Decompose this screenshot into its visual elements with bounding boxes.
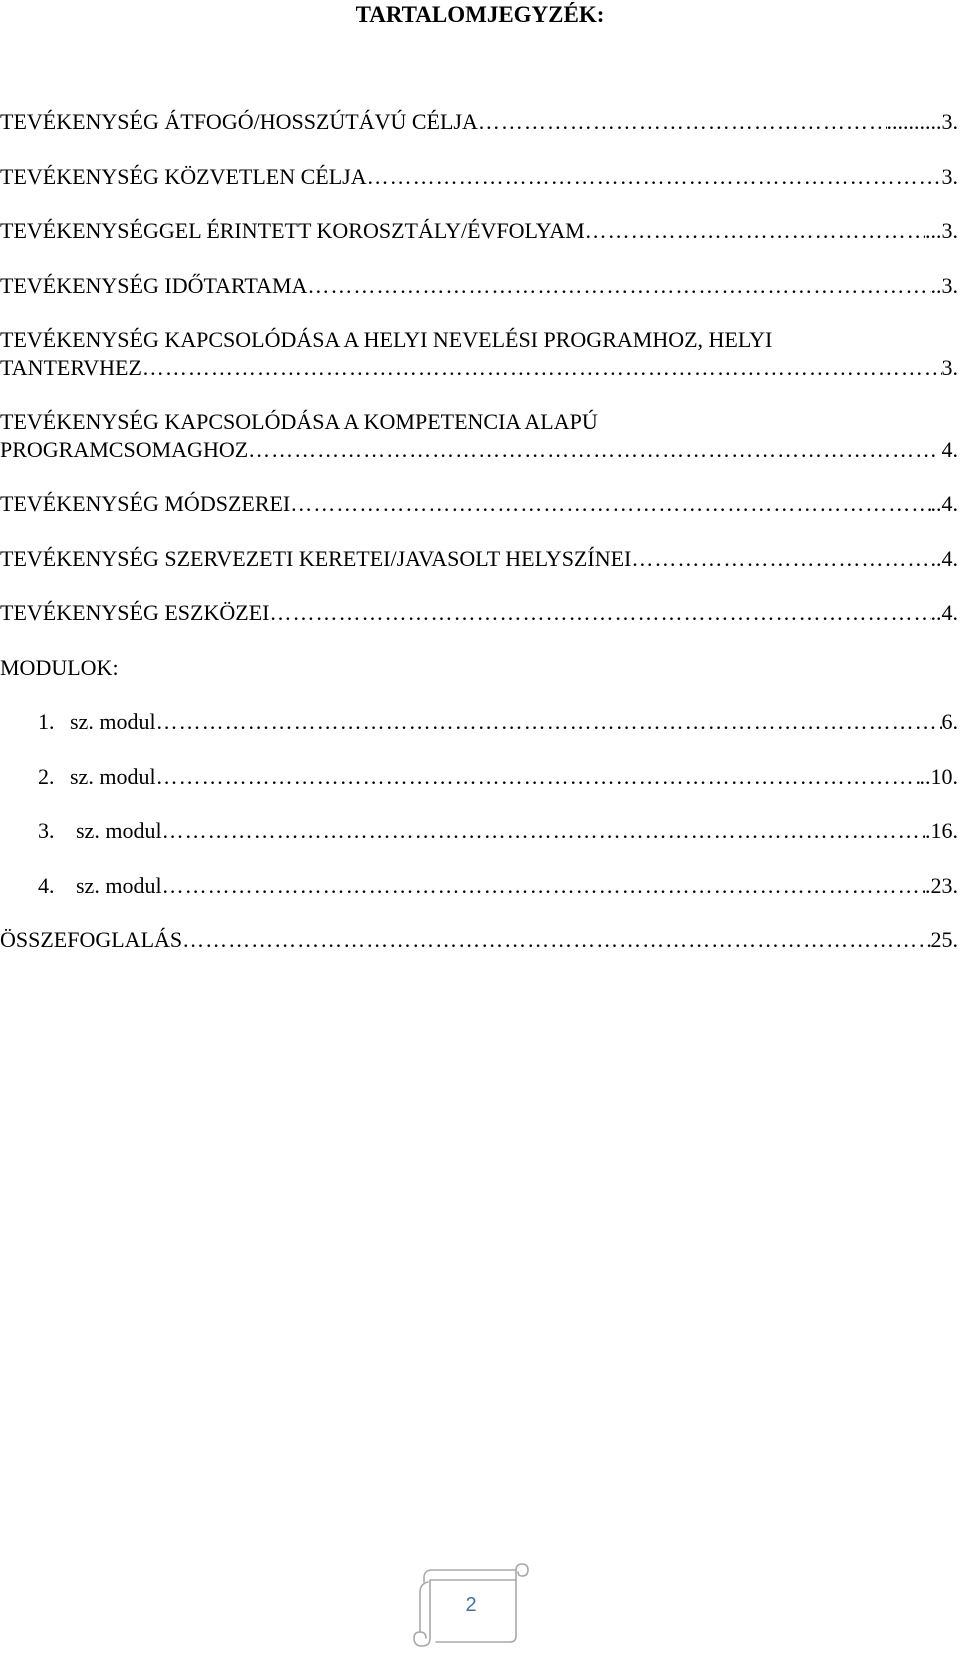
module-number: 3.	[38, 818, 55, 843]
toc-entry-label: TEVÉKENYSÉG ESZKÖZEI	[0, 600, 270, 625]
dot-leader	[156, 763, 920, 791]
page-number: 2	[465, 1594, 477, 1616]
toc-entry-page: . 4.	[930, 436, 958, 462]
toc-entry-label-line1: TEVÉKENYSÉG KAPCSOLÓDÁSA A KOMPETENCIA ALAPÚ	[0, 409, 598, 434]
toc-entry-label: TEVÉKENYSÉG KÖZVETLEN CÉLJA	[0, 163, 367, 189]
page-number-scroll	[412, 1562, 530, 1648]
toc-entry-page: ...3.	[925, 218, 958, 243]
module-number: 4.	[38, 872, 55, 898]
module-page: ..10.	[919, 763, 958, 789]
dot-leader	[156, 708, 942, 736]
toc-entry-label: TEVÉKENYSÉGGEL ÉRINTETT KOROSZTÁLY/ÉVFOLYAM	[0, 218, 585, 243]
module-entry[interactable]	[0, 817, 958, 845]
module-label: sz. modul	[76, 818, 162, 843]
dot-leader	[585, 217, 925, 245]
dot-leader	[162, 817, 925, 845]
toc-entry-label: TEVÉKENYSÉG MÓDSZEREI	[0, 491, 291, 516]
toc-entry-page: ..4.	[930, 545, 958, 571]
module-page: 6.	[941, 709, 958, 734]
dot-leader	[248, 436, 930, 464]
dot-leader	[478, 108, 887, 136]
toc-entry-summary[interactable]	[0, 926, 958, 954]
toc-entry[interactable]	[0, 326, 958, 381]
toc-entry-label: TEVÉKENYSÉG SZERVEZETI KERETEI/JAVASOLT HELYSZÍNEI	[0, 545, 632, 571]
module-label: sz. modul	[76, 872, 162, 898]
toc-entry[interactable]	[0, 599, 958, 627]
dot-leader	[269, 599, 930, 627]
toc-entry-label: TEVÉKENYSÉG IDŐTARTAMA	[0, 272, 308, 298]
module-entry[interactable]	[0, 763, 958, 791]
toc-entry[interactable]	[0, 272, 958, 300]
toc-entry-label-line1: TEVÉKENYSÉG KAPCSOLÓDÁSA A HELYI NEVELÉSI PROGRAMHOZ, HELYI	[0, 327, 773, 352]
toc-entry[interactable]	[0, 545, 958, 573]
toc-entry-label: TEVÉKENYSÉG ÁTFOGÓ/HOSSZÚTÁVÚ CÉLJA	[0, 109, 478, 134]
toc-entry[interactable]	[0, 217, 958, 245]
dot-leader	[290, 490, 930, 518]
toc-entry-page: ..4.	[930, 600, 958, 625]
toc-entry[interactable]	[0, 108, 958, 136]
dot-leader	[142, 354, 942, 382]
toc-entry[interactable]	[0, 408, 958, 463]
module-page: .23.	[925, 872, 958, 898]
dot-leader	[307, 272, 930, 300]
dot-leader	[182, 926, 930, 954]
toc-entry-label: ÖSSZEFOGLALÁS	[0, 927, 183, 952]
module-entry[interactable]	[0, 708, 958, 736]
dot-leader	[367, 163, 942, 191]
toc-entry-label: PROGRAMCSOMAGHOZ	[0, 436, 249, 462]
toc-entry-label: TANTERVHEZ	[0, 354, 142, 380]
module-number: 2.	[38, 763, 55, 789]
toc-entry-page: 25.	[930, 927, 958, 952]
module-label: sz. modul	[70, 763, 156, 789]
toc-entry-page: ..3.	[930, 272, 958, 298]
toc-entry-page: 3.	[941, 354, 958, 380]
toc-entry-page: ..........3.	[886, 109, 958, 134]
module-label: sz. modul	[70, 709, 156, 734]
dot-leader	[162, 872, 925, 900]
module-page: .16.	[925, 818, 958, 843]
table-of-contents	[0, 108, 958, 954]
modules-heading: MODULOK:	[0, 654, 119, 680]
toc-entry[interactable]	[0, 163, 958, 191]
toc-title: TARTALOMJEGYZÉK:	[355, 2, 605, 27]
module-entry[interactable]	[0, 872, 958, 900]
toc-entry[interactable]	[0, 490, 958, 518]
module-number: 1.	[38, 709, 55, 734]
toc-entry-page: ..4.	[930, 491, 958, 516]
toc-entry-page: 3.	[941, 163, 958, 189]
dot-leader	[631, 545, 930, 573]
